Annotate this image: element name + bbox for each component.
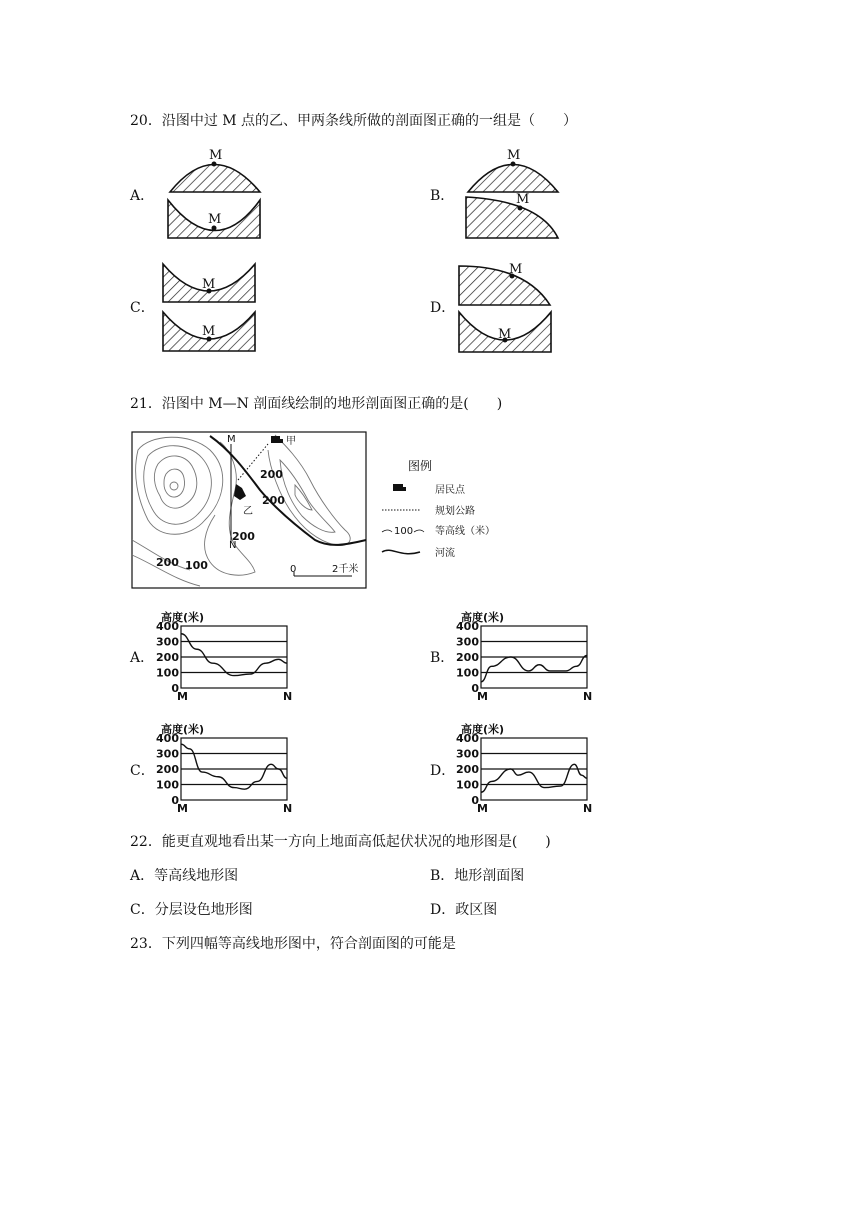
legend-item: 等高线（米） (435, 526, 495, 537)
y-tick-label: 300 (456, 747, 479, 761)
q22-stem: 22．能更直观地看出某一方向上地面高低起伏状况的地形图是( ) (130, 834, 551, 850)
x-start-label: M (177, 690, 188, 703)
profile-chart-d (455, 722, 600, 816)
q20-option-b-label: B． (430, 188, 455, 204)
point-m-label: M (202, 277, 216, 292)
contour-value: 200 (156, 556, 179, 569)
q22-option-c: C．分层设色地形图 (130, 902, 253, 918)
y-tick-label: 200 (156, 651, 179, 664)
profile-chart-c (155, 722, 300, 816)
y-tick-label: 200 (156, 763, 179, 776)
x-end-label: N (583, 690, 593, 703)
point-m-label: M (202, 324, 216, 339)
contour-value: 200 (262, 494, 285, 507)
q21-option-d-label: D． (430, 763, 456, 779)
y-tick-label: 300 (156, 747, 179, 761)
contour-value: 100 (185, 559, 208, 572)
q21-option-c-label: C． (130, 763, 155, 779)
q22-option-b: B．地形剖面图 (430, 868, 525, 884)
profile-line (181, 744, 287, 789)
q20-option-b-figure (460, 145, 570, 245)
label-n: N (229, 540, 237, 551)
scale-dist: 2千米 (332, 564, 359, 575)
contour-value: 200 (232, 530, 255, 543)
y-tick-label: 0 (171, 682, 179, 695)
q22-option-d: D．政区图 (430, 902, 498, 918)
point-m-label: M (516, 192, 530, 207)
map-legend (382, 458, 495, 559)
q22-option-a: A．等高线地形图 (130, 868, 239, 884)
q20-option-a-figure (160, 145, 270, 245)
point-m-label: M (507, 148, 521, 163)
profile-line (481, 655, 587, 681)
q20-option-c-label: C． (130, 300, 155, 316)
point-m-label: M (509, 262, 523, 277)
legend-item: 规划公路 (435, 506, 475, 517)
q21-contour-map (130, 430, 510, 590)
y-tick-label: 100 (156, 778, 179, 792)
x-start-label: M (477, 802, 488, 815)
label-m: M (227, 434, 236, 445)
y-axis-label: 高度(米) (461, 611, 505, 624)
q21-option-b-label: B． (430, 650, 455, 666)
legend-contour-sample: 100 (394, 526, 414, 537)
y-tick-label: 400 (456, 732, 479, 745)
q20-option-c-figure (160, 260, 270, 360)
y-tick-label: 400 (156, 732, 179, 745)
label-yi: 乙 (243, 506, 253, 517)
q23-stem: 23．下列四幅等高线地形图中，符合剖面图的可能是 (130, 936, 456, 952)
profile-line (181, 634, 287, 676)
q20-option-d-figure (455, 260, 565, 360)
legend-item: 河流 (435, 548, 455, 559)
q20-stem: 20．沿图中过 M 点的乙、甲两条线所做的剖面图正确的一组是（ ） (130, 113, 578, 129)
scale-zero: 0 (290, 564, 297, 575)
y-tick-label: 0 (171, 794, 179, 807)
y-tick-label: 400 (156, 620, 179, 633)
point-m-label: M (498, 327, 512, 342)
y-tick-label: 0 (471, 794, 479, 807)
y-tick-label: 200 (456, 763, 479, 776)
x-end-label: N (583, 802, 593, 815)
y-tick-label: 100 (456, 778, 479, 792)
legend-title: 图例 (408, 459, 433, 473)
y-tick-label: 300 (156, 635, 179, 649)
y-axis-label: 高度(米) (461, 723, 505, 736)
q21-stem: 21．沿图中 M—N 剖面线绘制的地形剖面图正确的是( ) (130, 396, 503, 412)
x-start-label: M (177, 802, 188, 815)
profile-chart-b (455, 610, 600, 704)
x-end-label: N (283, 802, 293, 815)
y-axis-label: 高度(米) (161, 611, 205, 624)
y-tick-label: 200 (456, 651, 479, 664)
x-start-label: M (477, 690, 488, 703)
profile-chart-a (155, 610, 300, 704)
label-jia: 甲 (286, 436, 296, 447)
q21-option-a-label: A． (130, 650, 155, 666)
point-m-label: M (208, 212, 222, 227)
q20-option-a-label: A． (130, 188, 155, 204)
y-tick-label: 100 (156, 666, 179, 680)
y-tick-label: 400 (456, 620, 479, 633)
y-tick-label: 300 (456, 635, 479, 649)
point-m-label: M (209, 148, 223, 163)
legend-item: 居民点 (435, 485, 465, 496)
contour-value: 200 (260, 468, 283, 481)
y-tick-label: 100 (456, 666, 479, 680)
q20-option-d-label: D． (430, 300, 456, 316)
y-axis-label: 高度(米) (161, 723, 205, 736)
y-tick-label: 0 (471, 682, 479, 695)
x-end-label: N (283, 690, 293, 703)
